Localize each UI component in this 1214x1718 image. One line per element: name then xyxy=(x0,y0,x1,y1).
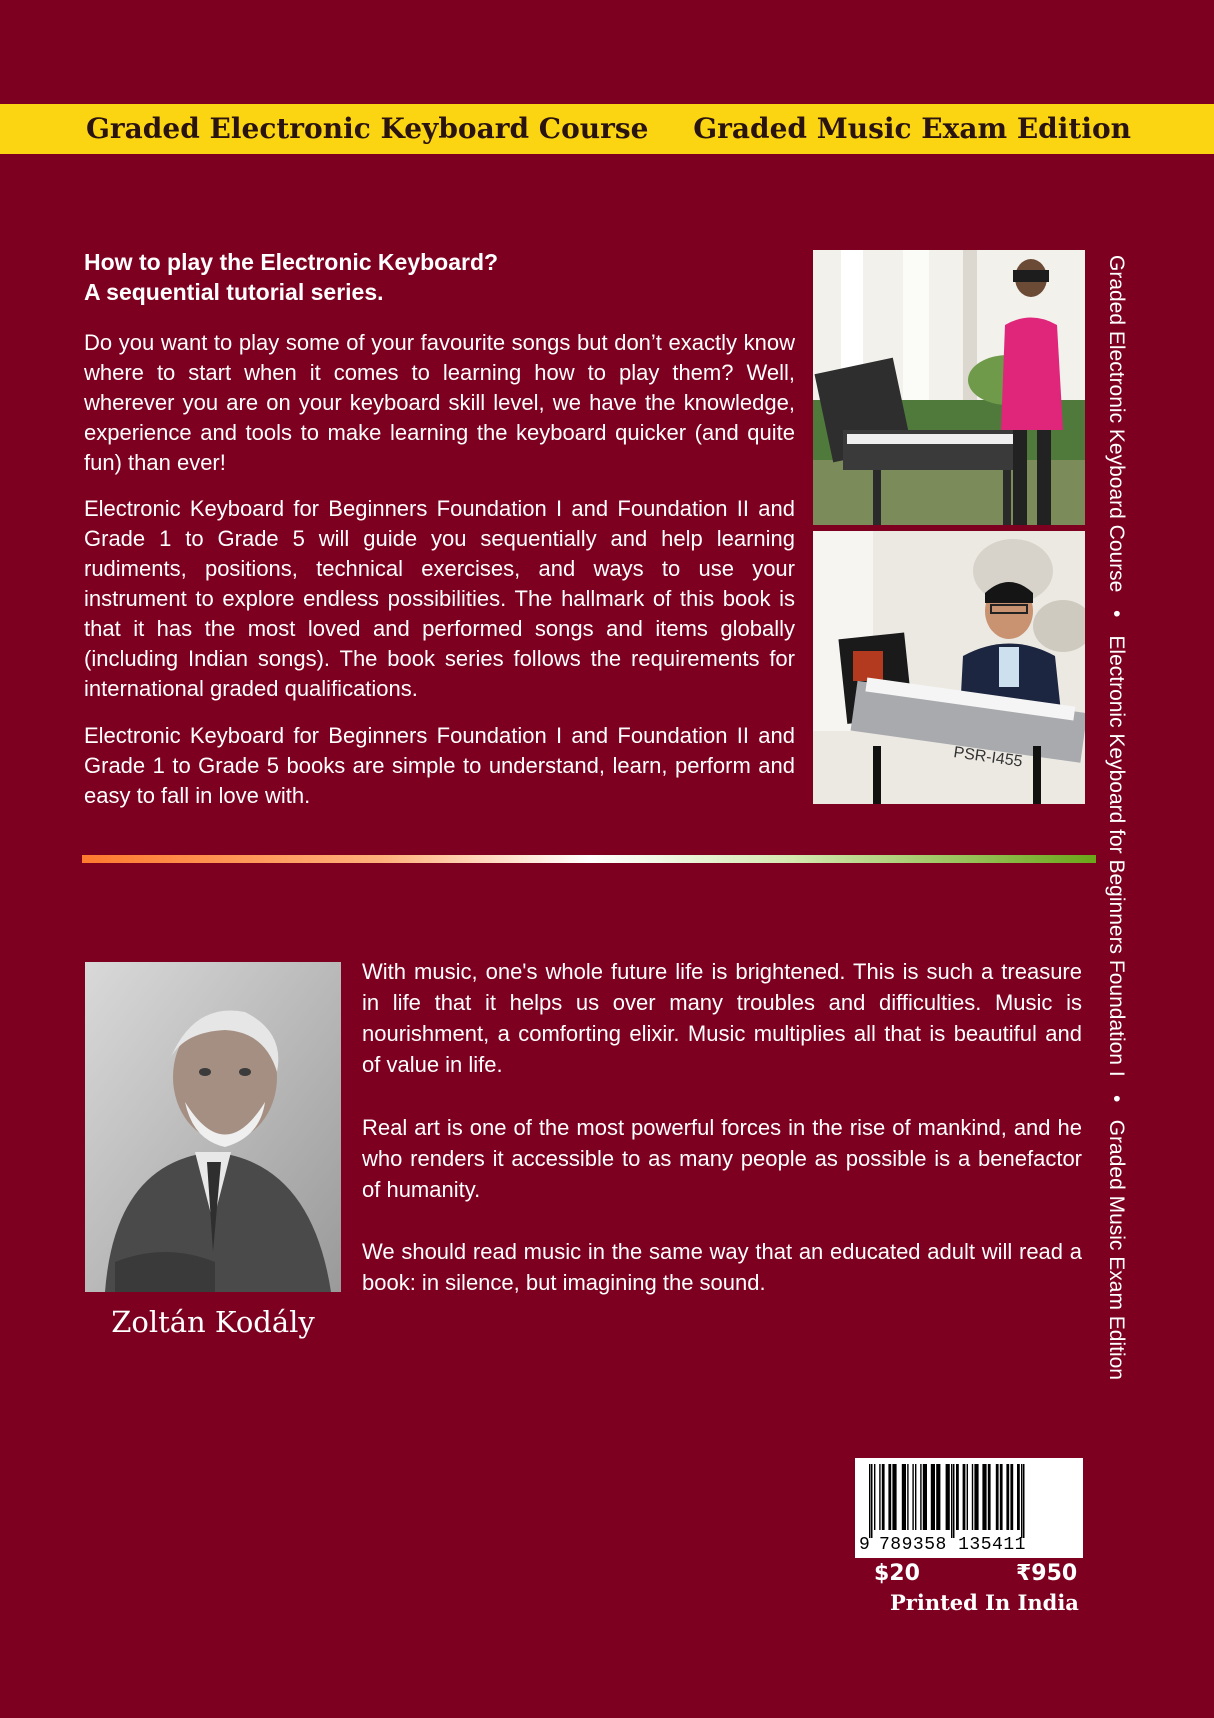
barcode-bar xyxy=(982,1464,986,1530)
barcode-bar xyxy=(879,1464,880,1530)
barcode-bar xyxy=(915,1464,916,1530)
price-inr: ₹950 xyxy=(1016,1561,1078,1586)
spine-separator-1: • xyxy=(1105,610,1128,618)
barcode-bar xyxy=(907,1464,908,1530)
barcode-bar xyxy=(931,1464,935,1530)
series-title: Graded Electronic Keyboard Course xyxy=(86,112,649,145)
price-usd: $20 xyxy=(874,1561,920,1586)
spine-part-1: Graded Electronic Keyboard Course xyxy=(1105,255,1128,593)
barcode-bar xyxy=(946,1464,950,1530)
barcode-digits: 789358 135411 xyxy=(879,1535,1026,1555)
girl-playing-keyboard-photo xyxy=(813,250,1085,525)
printed-in-label: Printed In India xyxy=(890,1590,1079,1615)
barcode-bar xyxy=(888,1464,891,1530)
intro-paragraph-3: Electronic Keyboard for Beginners Foundation I and Foundation II and Grade 1 to Grade 5 books are simple to understand, learn, perform and easy to fall in love with. xyxy=(84,723,795,808)
barcode-bar xyxy=(936,1464,940,1530)
barcode-guard-bar xyxy=(871,1464,873,1538)
edition-title: Graded Music Exam Edition xyxy=(693,112,1131,145)
barcode-lead-digit: 9 xyxy=(859,1535,870,1555)
quote-1: With music, one's whole future life is brightened. This is such a treasure in life that it helps us over many troubles and difficulties. Music is nourishment, a comforting elixir. Music multiplies all that is beautiful and of value in life. xyxy=(362,959,1082,1077)
barcode-guard-bar xyxy=(869,1464,871,1538)
barcode-bar xyxy=(1006,1464,1009,1530)
keyboard-model-label: PSR-I455 xyxy=(952,744,1024,771)
barcode-bar xyxy=(974,1464,978,1530)
barcode-bar xyxy=(920,1464,921,1530)
barcode-bars xyxy=(855,1458,1083,1538)
barcode-bar xyxy=(972,1464,973,1530)
barcode-bar xyxy=(892,1464,896,1530)
barcode-bar xyxy=(1000,1464,1003,1530)
barcode-bar xyxy=(1017,1464,1020,1530)
quote-2: Real art is one of the most powerful forces in the rise of mankind, and he who renders it accessible to as many people as possible is a benefactor of humanity. xyxy=(362,1115,1082,1202)
intro-heading-line2: A sequential tutorial series. xyxy=(84,279,384,305)
intro-heading xyxy=(84,247,804,307)
barcode-guard-bar xyxy=(1023,1464,1025,1538)
barcode-bar xyxy=(874,1464,875,1530)
barcode-bar xyxy=(882,1464,885,1530)
barcode-guard-bar xyxy=(951,1464,953,1538)
section-divider xyxy=(82,855,1096,863)
intro-paragraph-2: Electronic Keyboard for Beginners Foundation I and Foundation II and Grade 1 to Grade 5 will guide you sequentially and help learning rudiments, positions, technical exercises, and ways to use your instrument to explore endless possibilities. The hallmark of this book is that it has the most loved and performed songs and items globally (including Indian songs). The book series follows the requirements for international graded qualifications. xyxy=(84,496,795,701)
spine-text xyxy=(1104,255,1128,1380)
barcode-bar xyxy=(988,1464,991,1530)
barcode-guard-bar xyxy=(1021,1464,1023,1538)
barcode-bar xyxy=(1010,1464,1013,1530)
spine-part-3: Graded Music Exam Edition xyxy=(1105,1119,1128,1380)
barcode-bar xyxy=(902,1464,906,1530)
kodaly-portrait-photo xyxy=(85,962,341,1292)
barcode-bar xyxy=(912,1464,913,1530)
barcode-bar xyxy=(963,1464,966,1530)
boy-playing-keyboard-photo xyxy=(813,531,1085,804)
barcode-bar xyxy=(956,1464,959,1530)
barcode-guard-bar xyxy=(953,1464,955,1538)
intro-paragraph-1: Do you want to play some of your favourite songs but don’t exactly know where to start when it comes to learning how to play them? Well, wherever you are on your keyboard skill level, we have the knowledge, experience and tools to make learning the keyboard quicker (and quite fun) than ever! xyxy=(84,330,795,475)
spine-part-2: Electronic Keyboard for Beginners Foundation I xyxy=(1105,635,1128,1077)
spine-separator-2: • xyxy=(1105,1094,1128,1102)
quote-3: We should read music in the same way that an educated adult will read a book: in silence, but imagining the sound. xyxy=(362,1239,1082,1295)
intro-heading-line1: How to play the Electronic Keyboard? xyxy=(84,249,499,275)
barcode-bar xyxy=(967,1464,968,1530)
title-banner xyxy=(0,104,1214,154)
barcode-bar xyxy=(996,1464,999,1530)
quote-author: Zoltán Kodály xyxy=(111,1305,315,1339)
isbn-barcode xyxy=(855,1458,1083,1558)
barcode-bar xyxy=(923,1464,927,1530)
